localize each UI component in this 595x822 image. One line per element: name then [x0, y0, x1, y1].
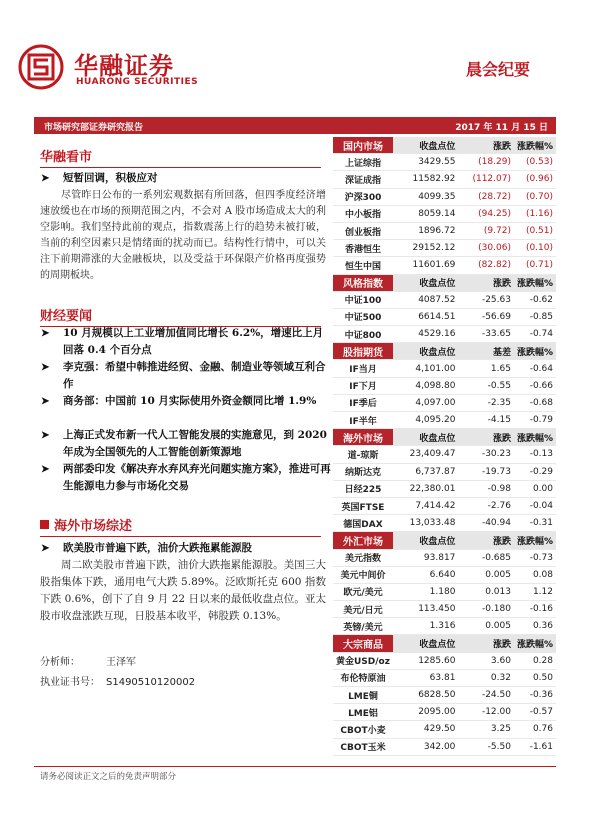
section-title-huarong: 华融看市: [40, 146, 321, 168]
market-section-header: [333, 274, 556, 291]
report-header-bar: [34, 117, 556, 134]
index-value: -25.63: [458, 291, 514, 308]
index-name: 纳斯达克: [333, 463, 393, 480]
index-value: -0.73: [514, 549, 556, 566]
index-value: 4,095.20: [393, 412, 458, 429]
index-name: 美元/日元: [333, 601, 393, 618]
column-header: 涨跌幅%: [514, 635, 556, 652]
index-value: 0.013: [458, 583, 514, 600]
index-value: (0.96): [514, 171, 556, 188]
index-value: -0.62: [514, 291, 556, 308]
huarong-logo-icon: [18, 44, 64, 90]
index-value: (0.51): [514, 222, 556, 239]
index-name: 日经225: [333, 480, 393, 497]
index-value: -33.65: [458, 326, 514, 343]
index-value: 2095.00: [393, 704, 458, 721]
index-value: (0.71): [514, 257, 556, 274]
index-value: 0.08: [514, 566, 556, 583]
column-header: 涨跌: [458, 274, 514, 291]
index-value: 4,097.00: [393, 394, 458, 411]
index-name: IF当月: [333, 360, 393, 377]
column-header: 收盘点位: [393, 343, 458, 360]
index-value: -0.36: [514, 687, 556, 704]
brand-name: 华融证券: [74, 52, 174, 80]
index-value: 1.180: [393, 583, 458, 600]
index-value: -0.31: [514, 515, 556, 532]
index-value: -0.79: [514, 412, 556, 429]
index-name: 英镑/美元: [333, 618, 393, 635]
index-value: -12.00: [458, 704, 514, 721]
index-value: 113.450: [393, 601, 458, 618]
section-title-overseas: 海外市场综述: [40, 515, 321, 537]
index-value: -0.74: [514, 326, 556, 343]
index-value: 0.32: [458, 669, 514, 686]
table-row: [333, 583, 556, 600]
table-row: [333, 360, 556, 377]
index-value: 6828.50: [393, 687, 458, 704]
index-value: -0.04: [514, 497, 556, 514]
bullet-arrow-icon: ➤: [41, 328, 50, 339]
bullet-arrow-icon: ➤: [41, 464, 50, 475]
table-row: [333, 738, 556, 755]
square-bullet-icon: [40, 520, 49, 529]
index-value: -4.15: [458, 412, 514, 429]
index-value: -2.76: [458, 497, 514, 514]
report-date: 2017 年 11 月 15 日: [455, 123, 548, 133]
table-row: [333, 687, 556, 704]
index-value: -0.16: [514, 601, 556, 618]
index-value: 4087.52: [393, 291, 458, 308]
column-header: 涨跌幅%: [514, 429, 556, 446]
index-name: 道-琼斯: [333, 446, 393, 463]
index-value: 0.76: [514, 721, 556, 738]
table-row: [333, 291, 556, 308]
table-row: [333, 446, 556, 463]
huarong-paragraph: 尽管昨日公布的一系列宏观数据有所回落，但四季度经济增速放缓也在市场的预期范围之内，不会对 A 股市场造成太大的利空影响。我们坚持此前的观点，指数震荡上行的趋势未被打破，当前的利空因素只是情绪面的扰动而已。结构性行情中，可以关注下前期滞涨的大金融板块，以及受益于环保限产价格再度强势的周期板块。: [40, 190, 326, 281]
analyst-cert: S1490510120002: [106, 677, 196, 688]
index-value: (112.07): [458, 171, 514, 188]
table-row: [333, 566, 556, 583]
index-value: 6.640: [393, 566, 458, 583]
report-series: 市场研究部证券研究报告: [44, 123, 144, 133]
index-value: 0.50: [514, 669, 556, 686]
overseas-bullet: ➤ 欧美股市普遍下跌，油价大跌拖累能源股: [41, 540, 331, 557]
index-value: 4,101.00: [393, 360, 458, 377]
column-header: 收盘点位: [393, 137, 458, 154]
index-value: -5.50: [458, 738, 514, 755]
table-row: [333, 549, 556, 566]
bullet-arrow-icon: ➤: [41, 396, 50, 407]
document-type: 晨会纪要: [466, 60, 531, 79]
table-row: [333, 308, 556, 325]
index-value: -0.180: [458, 601, 514, 618]
index-name: 英国FTSE: [333, 497, 393, 514]
footer-divider: [34, 766, 556, 767]
table-row: [333, 326, 556, 343]
index-value: -0.64: [514, 360, 556, 377]
finance-bullet-3: ➤ 商务部：中国前 10 月实际使用外资金额同比增 1.9%: [41, 393, 331, 410]
index-value: 1.65: [458, 360, 514, 377]
index-name: CBOT小麦: [333, 721, 393, 738]
index-value: 0.00: [514, 480, 556, 497]
index-value: -2.35: [458, 394, 514, 411]
market-section-title: 股指期货: [333, 343, 393, 360]
brand-name-en: HUARONG SECURITIES: [76, 77, 199, 87]
index-value: 6,737.87: [393, 463, 458, 480]
index-value: 0.28: [514, 652, 556, 669]
table-row: [333, 377, 556, 394]
index-value: (0.53): [514, 154, 556, 171]
index-name: 中证100: [333, 291, 393, 308]
table-row: [333, 394, 556, 411]
market-section-header: [333, 429, 556, 446]
market-section-header: [333, 532, 556, 549]
index-value: -0.85: [514, 308, 556, 325]
index-value: 29152.12: [393, 240, 458, 257]
index-name: 美元指数: [333, 549, 393, 566]
market-section-title: 国内市场: [333, 137, 393, 154]
index-name: 美元中间价: [333, 566, 393, 583]
column-header: 涨跌: [458, 532, 514, 549]
table-row: [333, 721, 556, 738]
index-value: 23,409.47: [393, 446, 458, 463]
bullet-arrow-icon: ➤: [41, 173, 50, 184]
index-value: -0.685: [458, 549, 514, 566]
index-value: -0.29: [514, 463, 556, 480]
index-value: (30.06): [458, 240, 514, 257]
table-row: [333, 205, 556, 222]
index-name: 沪深300: [333, 188, 393, 205]
index-value: 3429.55: [393, 154, 458, 171]
index-value: 3.25: [458, 721, 514, 738]
table-row: [333, 669, 556, 686]
index-name: 恒生中国: [333, 257, 393, 274]
index-value: -30.23: [458, 446, 514, 463]
disclaimer-note: 请务必阅读正文之后的免责声明部分: [40, 772, 177, 782]
index-value: (1.16): [514, 205, 556, 222]
column-header: 涨跌幅%: [514, 532, 556, 549]
index-value: 4,098.80: [393, 377, 458, 394]
table-row: [333, 463, 556, 480]
table-row: [333, 154, 556, 171]
index-value: (94.25): [458, 205, 514, 222]
index-name: 德国DAX: [333, 515, 393, 532]
index-value: 1285.60: [393, 652, 458, 669]
table-row: [333, 515, 556, 532]
finance-bullet-5: ➤ 两部委印发《解决弃水弃风弃光问题实施方案》，推进可再生能源电力参与市场化交易: [41, 463, 331, 492]
table-row: [333, 497, 556, 514]
index-value: -19.73: [458, 463, 514, 480]
column-header: 涨跌幅%: [514, 274, 556, 291]
index-name: 中证800: [333, 326, 393, 343]
column-header: 收盘点位: [393, 429, 458, 446]
index-value: 8059.14: [393, 205, 458, 222]
market-section-title: 风格指数: [333, 274, 393, 291]
index-name: LME铜: [333, 687, 393, 704]
bullet-arrow-icon: ➤: [41, 362, 50, 373]
market-data-table: [333, 137, 556, 756]
index-value: 11601.69: [393, 257, 458, 274]
table-row: [333, 240, 556, 257]
index-value: 6614.51: [393, 308, 458, 325]
table-row: [333, 601, 556, 618]
analyst-name: 王泽军: [106, 657, 136, 668]
market-section-header: [333, 343, 556, 360]
market-section-title: 海外市场: [333, 429, 393, 446]
index-value: -0.66: [514, 377, 556, 394]
index-value: (0.10): [514, 240, 556, 257]
index-value: 429.50: [393, 721, 458, 738]
index-value: (0.70): [514, 188, 556, 205]
index-value: 13,033.48: [393, 515, 458, 532]
market-section-header: [333, 635, 556, 652]
column-header: 基差: [458, 343, 514, 360]
index-value: 1.316: [393, 618, 458, 635]
index-value: 7,414.42: [393, 497, 458, 514]
index-name: 香港恒生: [333, 240, 393, 257]
index-value: (18.29): [458, 154, 514, 171]
market-section-title: 大宗商品: [333, 635, 393, 652]
index-value: -40.94: [458, 515, 514, 532]
finance-bullet-1: ➤ 10 月规模以上工业增加值同比增长 6.2%，增速比上月回落 0.4 个百分点: [41, 327, 324, 356]
index-name: 深证成指: [333, 171, 393, 188]
table-row: [333, 480, 556, 497]
index-value: 0.36: [514, 618, 556, 635]
index-name: IF季后: [333, 394, 393, 411]
index-value: (82.82): [458, 257, 514, 274]
table-row: [333, 222, 556, 239]
bullet-arrow-icon: ➤: [41, 543, 50, 554]
index-name: 布伦特原油: [333, 669, 393, 686]
index-value: 4099.35: [393, 188, 458, 205]
market-section-title: 外汇市场: [333, 532, 393, 549]
table-row: [333, 257, 556, 274]
index-name: 上证综指: [333, 154, 393, 171]
column-header: 涨跌: [458, 429, 514, 446]
index-value: 22,380.01: [393, 480, 458, 497]
analyst-info: 分析师： 王泽军 执业证书号： S1490510120002: [40, 657, 196, 688]
index-name: 中小板指: [333, 205, 393, 222]
index-value: 93.817: [393, 549, 458, 566]
index-value: -56.69: [458, 308, 514, 325]
section-title-finance: 财经要闻: [40, 305, 321, 327]
table-row: [333, 412, 556, 429]
index-value: -0.13: [514, 446, 556, 463]
index-value: 11582.92: [393, 171, 458, 188]
index-name: IF半年: [333, 412, 393, 429]
column-header: 涨跌: [458, 137, 514, 154]
index-value: 342.00: [393, 738, 458, 755]
index-value: 3.60: [458, 652, 514, 669]
bullet-arrow-icon: ➤: [41, 430, 50, 441]
column-header: 收盘点位: [393, 274, 458, 291]
index-name: 中证500: [333, 308, 393, 325]
column-header: 涨跌: [458, 635, 514, 652]
market-section-header: [333, 137, 556, 154]
index-value: -1.61: [514, 738, 556, 755]
index-value: -0.98: [458, 480, 514, 497]
index-value: 1896.72: [393, 222, 458, 239]
column-header: 收盘点位: [393, 532, 458, 549]
column-header: 收盘点位: [393, 635, 458, 652]
index-name: LME铝: [333, 704, 393, 721]
index-value: -0.57: [514, 704, 556, 721]
index-value: 0.005: [458, 618, 514, 635]
huarong-bullet: ➤ 短暂回调，积极应对: [41, 170, 331, 187]
index-value: 1.12: [514, 583, 556, 600]
index-value: -0.68: [514, 394, 556, 411]
column-header: 涨跌幅%: [514, 343, 556, 360]
table-row: [333, 652, 556, 669]
index-name: 欧元/美元: [333, 583, 393, 600]
index-name: IF下月: [333, 377, 393, 394]
index-value: -0.55: [458, 377, 514, 394]
index-name: 创业板指: [333, 222, 393, 239]
overseas-paragraph: 周二欧美股市普遍下跌，油价大跌拖累能源股。美国三大股指集体下跌，通用电气大跌 5.89%。泛欧斯托克 600 指数下跌 0.6%，创下了自 9 月 22 日以来的最低收盘点位。亚太股市收盘涨跌互现，日股基本收平，韩股跌 0.13%。: [40, 559, 326, 622]
index-name: CBOT玉米: [333, 738, 393, 755]
index-value: (9.72): [458, 222, 514, 239]
table-row: [333, 171, 556, 188]
table-row: [333, 618, 556, 635]
index-name: 黄金USD/oz: [333, 652, 393, 669]
column-header: 涨跌幅%: [514, 137, 556, 154]
index-value: 0.005: [458, 566, 514, 583]
index-value: 4529.16: [393, 326, 458, 343]
table-row: [333, 704, 556, 721]
index-value: 63.81: [393, 669, 458, 686]
index-value: (28.72): [458, 188, 514, 205]
finance-bullet-2: ➤ 李克强：希望中韩推进经贸、金融、制造业等领域互利合作: [41, 361, 326, 390]
index-value: -24.50: [458, 687, 514, 704]
finance-bullet-4: ➤ 上海正式发布新一代人工智能发展的实施意见，到 2020 年成为全国领先的人工智能创新策源地: [41, 429, 327, 458]
table-row: [333, 188, 556, 205]
